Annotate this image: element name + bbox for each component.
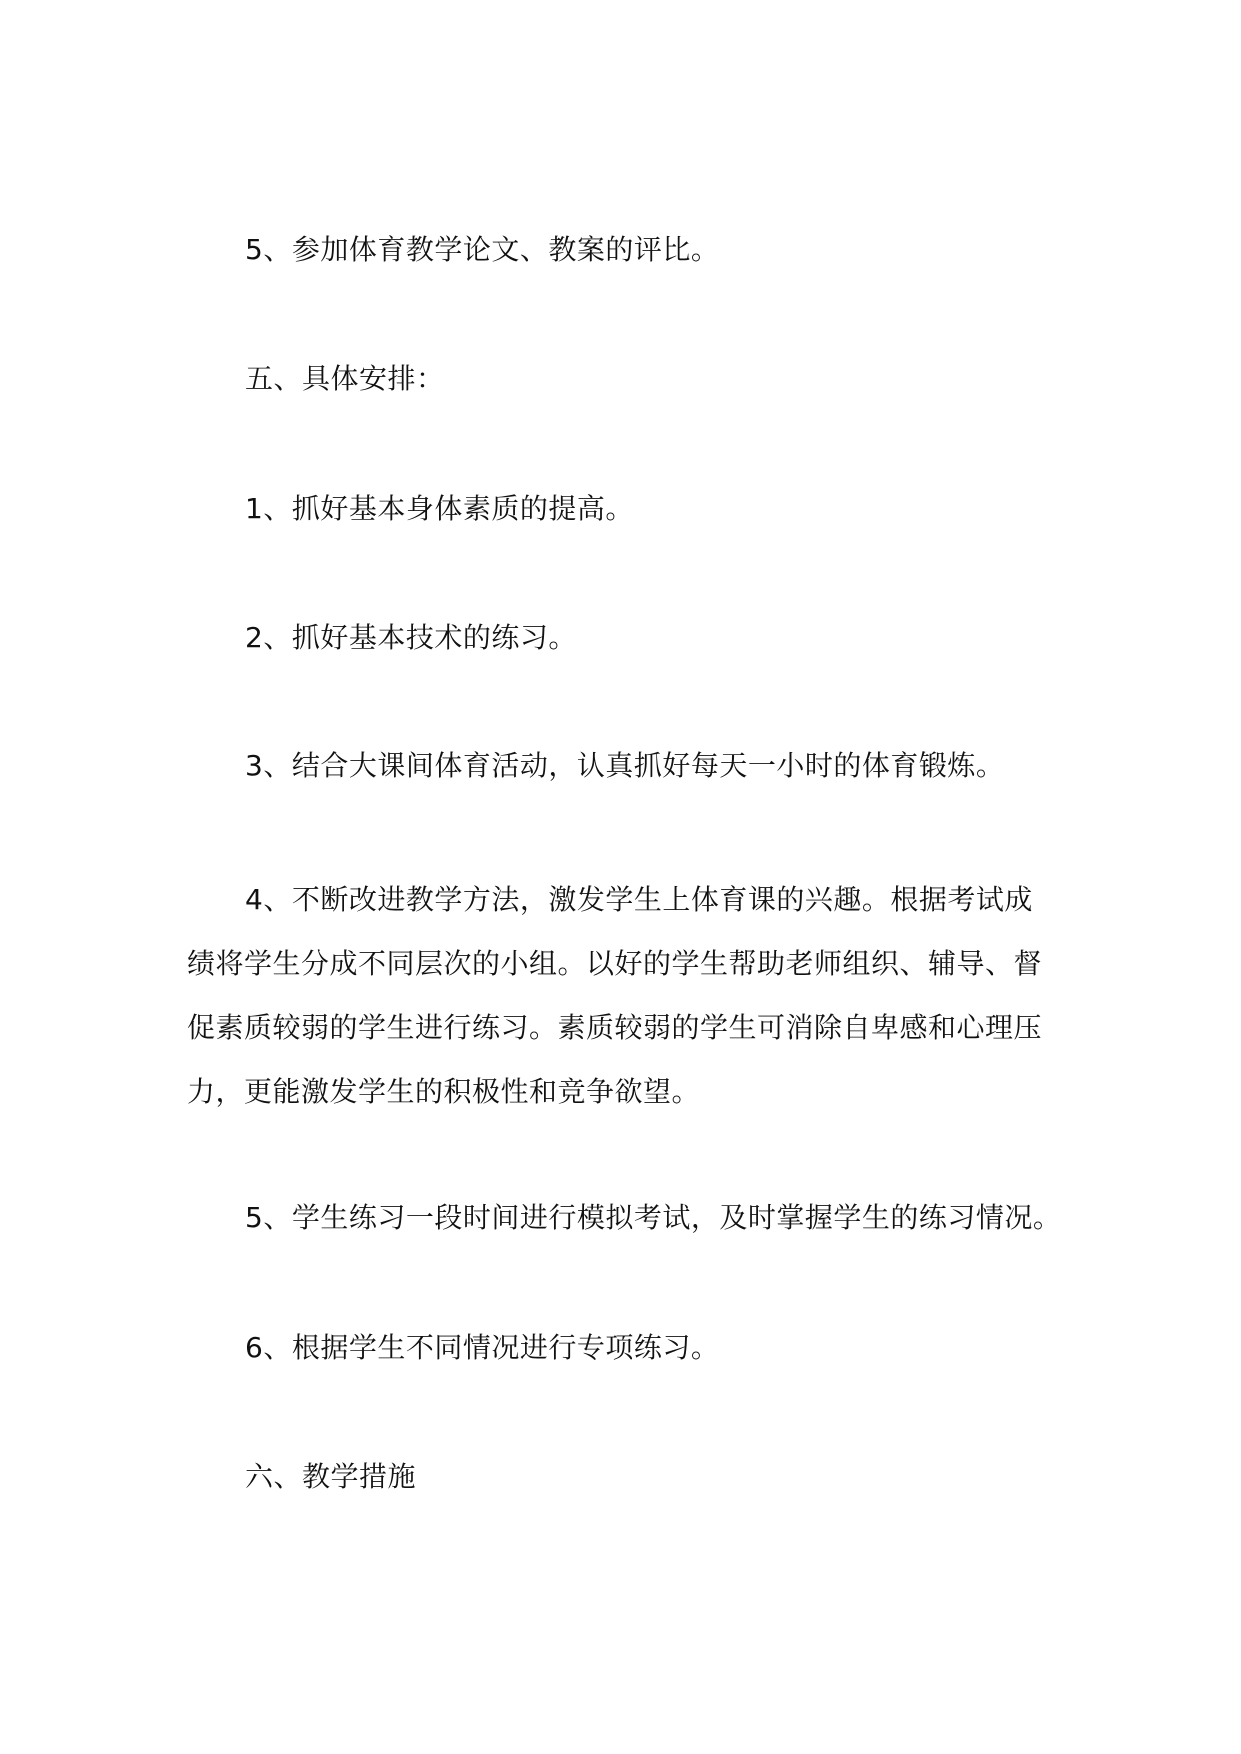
item-5-essay-review: 5、参加体育教学论文、教案的评比。: [245, 233, 720, 266]
arrangement-item-6: 6、根据学生不同情况进行专项练习。: [245, 1331, 720, 1364]
paragraph-line: 促素质较弱的学生进行练习。素质较弱的学生可消除自卑感和心理压: [187, 1011, 1043, 1044]
arrangement-item-3: 3、结合大课间体育活动，认真抓好每天一小时的体育锻炼。: [245, 749, 1005, 782]
section-heading-6: 六、教学措施: [245, 1460, 417, 1493]
arrangement-item-5: 5、学生练习一段时间进行模拟考试，及时掌握学生的练习情况。: [245, 1201, 1062, 1234]
arrangement-item-4: [187, 868, 1057, 1124]
paragraph-line: 力，更能激发学生的积极性和竞争欲望。: [187, 1075, 701, 1108]
paragraph-line: 绩将学生分成不同层次的小组。以好的学生帮助老师组织、辅导、督: [187, 947, 1043, 980]
section-heading-5: 五、具体安排：: [245, 362, 445, 395]
arrangement-item-2: 2、抓好基本技术的练习。: [245, 621, 577, 654]
paragraph-line: 4、不断改进教学方法，激发学生上体育课的兴趣。根据考试成: [245, 883, 1033, 916]
arrangement-item-1: 1、抓好基本身体素质的提高。: [245, 492, 634, 525]
